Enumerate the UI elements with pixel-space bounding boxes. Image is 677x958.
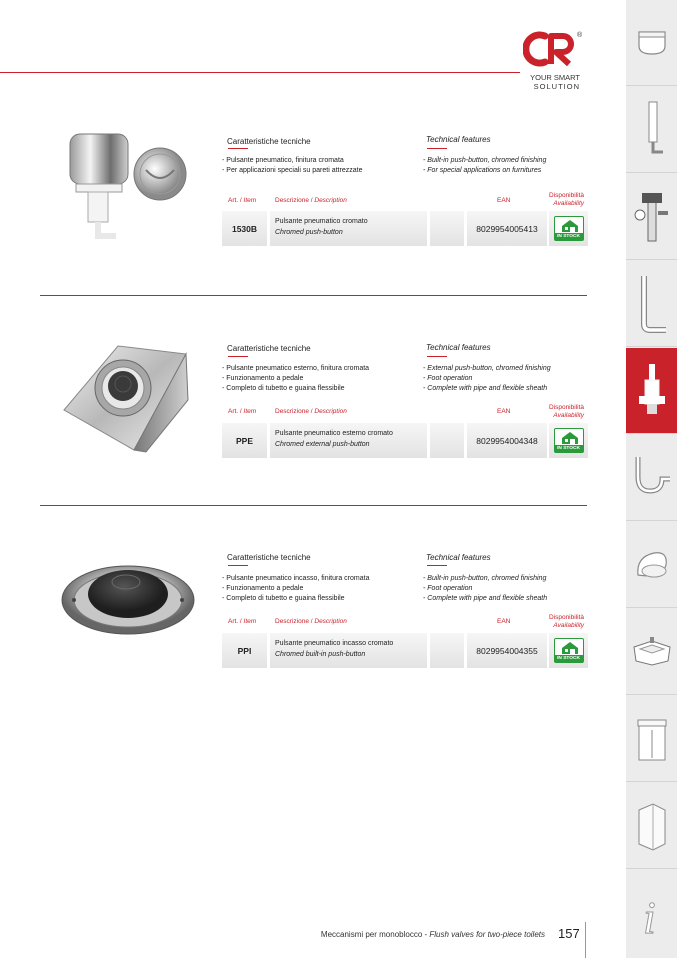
features-list-it <box>222 574 369 605</box>
feature-item: - Pulsante pneumatico incasso, finitura cromata <box>222 575 370 582</box>
features-list-it <box>222 156 362 176</box>
flush-pipe-icon <box>637 100 667 160</box>
bend-pipe-icon <box>634 272 670 336</box>
features-list-en <box>423 364 551 395</box>
feature-item: - External push-button, chromed finishing <box>423 365 551 372</box>
tagline-line1: YOUR SMART <box>530 73 580 82</box>
vanity-cabinet-icon <box>634 714 670 764</box>
page-number: 157 <box>558 926 580 941</box>
feature-item: - Funzionamento a pedale <box>222 585 304 593</box>
blank-cell <box>430 423 464 458</box>
fill-valve-icon <box>632 187 672 247</box>
feature-item: - Funzionamento a pedale <box>222 375 304 383</box>
cr-logo-icon <box>523 28 587 70</box>
availability-cell <box>549 633 588 668</box>
features-list-it <box>222 364 369 395</box>
header-availability: Disponibilità Availability <box>548 614 584 629</box>
item-code: PPI <box>222 633 267 668</box>
header-description: Descrizione / Description <box>275 408 347 415</box>
sidebar-tab-info[interactable] <box>626 870 677 958</box>
category-sidebar <box>626 0 677 958</box>
tagline-line2: SOLUTION <box>533 82 580 91</box>
feature-item: - Pulsante pneumatico esterno, finitura cromata <box>222 365 370 372</box>
item-description: Pulsante pneumatico incasso cromato Chromed built-in push-button <box>270 633 427 668</box>
item-code: 1530B <box>222 211 267 246</box>
title-underline <box>228 565 248 566</box>
feature-item: - Completo di tubetto e guaina flessibile <box>222 595 345 603</box>
sidebar-tab-shower-boxes[interactable] <box>626 783 677 869</box>
title-underline <box>228 356 248 357</box>
header-art: Art. / Item <box>228 197 257 204</box>
info-icon <box>637 889 667 939</box>
table-row <box>222 211 588 246</box>
feature-item: - Built-in push-button, chromed finishing <box>423 157 547 164</box>
item-ean: 8029954004355 <box>467 633 547 668</box>
availability-cell <box>549 423 588 458</box>
in-stock-label: IN STOCK <box>555 655 583 662</box>
feature-item: - Pulsante pneumatico, finitura cromata <box>222 157 344 164</box>
in-stock-label: IN STOCK <box>555 445 583 452</box>
title-underline <box>427 148 447 149</box>
item-ean: 8029954005413 <box>467 211 547 246</box>
sidebar-tab-sinks[interactable] <box>626 609 677 695</box>
sidebar-tab-siphons[interactable] <box>626 435 677 521</box>
title-underline <box>228 148 248 149</box>
table-row <box>222 423 588 458</box>
feature-item: - Foot operation <box>423 375 473 383</box>
title-underline <box>427 565 447 566</box>
sidebar-tab-flush-pipes[interactable] <box>626 87 677 173</box>
feature-item: - Completo di tubetto e guaina flessibile <box>222 385 345 393</box>
features-title-it: Caratteristiche tecniche <box>227 344 311 353</box>
blank-cell <box>430 211 464 246</box>
header-availability: Disponibilità Availability <box>548 404 584 419</box>
section-divider <box>40 505 587 506</box>
sidebar-tab-bends[interactable] <box>626 261 677 347</box>
header-description: Descrizione / Description <box>275 197 347 204</box>
features-list-en <box>423 156 546 176</box>
sidebar-tab-toilet-seats[interactable] <box>626 522 677 608</box>
features-title-en: Technical features <box>426 135 491 144</box>
page-footer: Meccanismi per monoblocco - Flush valves for two-piece toilets <box>320 930 545 939</box>
header-description: Descrizione / Description <box>275 618 347 625</box>
feature-item: - Built-in push-button, chromed finishing <box>423 575 547 582</box>
blank-cell <box>430 633 464 668</box>
in-stock-badge <box>554 638 584 663</box>
toilet-seat-icon <box>632 545 672 585</box>
table-row <box>222 633 588 668</box>
warehouse-icon <box>561 641 579 655</box>
header-rule <box>0 72 520 73</box>
in-stock-badge <box>554 428 584 453</box>
sidebar-tab-fill-valves[interactable] <box>626 174 677 260</box>
sidebar-tab-push-buttons[interactable] <box>626 348 677 434</box>
warehouse-icon <box>561 431 579 445</box>
footer-rule <box>585 922 586 958</box>
feature-item: - For special applications on furnitures <box>423 167 542 175</box>
header-ean: EAN <box>497 408 511 415</box>
feature-item: - Per applicazioni speciali su pareti attrezzate <box>222 167 363 175</box>
product-image-1530b <box>60 128 190 248</box>
sidebar-tab-cisterns[interactable] <box>626 0 677 86</box>
product-image-ppe <box>58 340 198 460</box>
header-ean: EAN <box>497 618 511 625</box>
item-description: Pulsante pneumatico cromato Chromed push-button <box>270 211 427 246</box>
warehouse-icon <box>561 219 579 233</box>
feature-item: - Foot operation <box>423 585 473 593</box>
header-art: Art. / Item <box>228 618 257 625</box>
sink-icon <box>630 635 674 669</box>
brand-tagline <box>528 73 580 91</box>
header-art: Art. / Item <box>228 408 257 415</box>
in-stock-badge <box>554 216 584 241</box>
cistern-icon <box>635 28 669 58</box>
svg-text:i: i <box>642 892 656 939</box>
features-list-en <box>423 574 547 605</box>
item-code: PPE <box>222 423 267 458</box>
sidebar-tab-vanity-units[interactable] <box>626 696 677 782</box>
header-ean: EAN <box>497 197 511 204</box>
item-description: Pulsante pneumatico esterno cromato Chromed external push-button <box>270 423 427 458</box>
shower-box-icon <box>635 800 669 852</box>
features-title-it: Caratteristiche tecniche <box>227 553 311 562</box>
push-button-icon <box>635 358 669 424</box>
features-title-en: Technical features <box>426 553 491 562</box>
header-availability: Disponibilità Availability <box>548 192 584 207</box>
product-image-ppi <box>58 558 198 638</box>
title-underline <box>427 356 447 357</box>
availability-cell <box>549 211 588 246</box>
section-divider <box>40 295 587 296</box>
features-title-it: Caratteristiche tecniche <box>227 137 311 146</box>
siphon-icon <box>630 453 674 503</box>
feature-item: - Complete with pipe and flexible sheath <box>423 595 548 603</box>
registered-mark: ® <box>577 32 583 39</box>
item-ean: 8029954004348 <box>467 423 547 458</box>
in-stock-label: IN STOCK <box>555 233 583 240</box>
feature-item: - Complete with pipe and flexible sheath <box>423 385 548 393</box>
features-title-en: Technical features <box>426 343 491 352</box>
